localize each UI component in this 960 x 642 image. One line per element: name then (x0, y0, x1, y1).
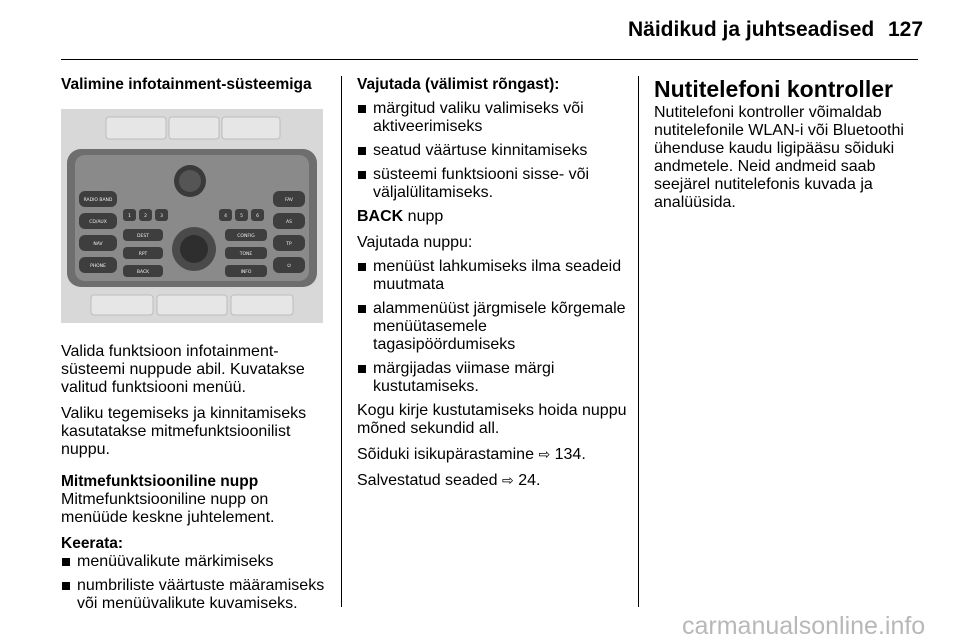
btn-back-label: BACK (136, 270, 150, 275)
reference-personalization[interactable] (357, 446, 627, 464)
preset-3: 3 (160, 214, 163, 219)
btn-tone-label: TONE (239, 252, 253, 257)
label-press-ring: Vajutada (välimist rõngast): (357, 76, 560, 93)
btn-nav-label: NAV (93, 242, 103, 247)
preset-5: 5 (240, 214, 243, 219)
arrow-right-icon: ⇨ (502, 473, 514, 489)
column-1 (61, 76, 329, 619)
press-ring-list (357, 100, 627, 202)
list-item: menüüvalikute märkimiseks (61, 553, 329, 571)
btn-fav-label: FAV (284, 198, 294, 203)
back-suffix: nupp (403, 208, 444, 225)
btn-phone-label: PHONE (90, 264, 106, 269)
preset-6: 6 (256, 214, 259, 219)
ref2-text: Salvestatud seaded (357, 472, 498, 489)
section-heading-smartphone: Nutitelefoni kontroller (654, 76, 893, 102)
ref1-text: Sõiduki isikupärastamine (357, 446, 534, 463)
subheading-multifunction-knob: Mitmefunktsiooniline nupp (61, 473, 259, 490)
list-item: märgijadas viimase märgi kustutamiseks. (357, 360, 627, 396)
watermark: carmanualsonline.info (682, 612, 926, 640)
paragraph-hold: Kogu kirje kustutamiseks hoida nuppu mõned sekundid all. (357, 402, 627, 437)
paragraph-select-function: Valida funktsioon infotainment-süsteemi nuppude abil. Kuvatakse valitud funktsiooni menüü. (61, 343, 305, 396)
btn-info-label: INFO (240, 270, 252, 275)
preset-4: 4 (224, 214, 227, 219)
btn-dest-label: DEST (137, 234, 149, 239)
column-3 (654, 76, 924, 220)
page-number: 127 (888, 18, 924, 41)
list-item: seatud väärtuse kinnitamiseks (357, 142, 627, 160)
btn-tp-label: TP (286, 242, 292, 247)
btn-as-label: AS (286, 220, 292, 225)
press-button-list (357, 258, 627, 396)
paragraph-knob-central: Mitmefunktsiooniline nupp on menüüde keskne juhtelement. (61, 491, 275, 526)
btn-radio-label: RADIO BAND (83, 198, 113, 203)
preset-2: 2 (144, 214, 147, 219)
list-item: menüüst lahkumiseks ilma seadeid muutmata (357, 258, 627, 294)
btn-cd-label: CD/AUX (89, 220, 107, 225)
back-button-heading (357, 208, 627, 226)
list-item: alammenüüst järgmisele kõrgemale menüütasemele tagasipöördumiseks (357, 300, 627, 354)
section-heading-infotainment: Valimine infotainment-süsteemiga (61, 76, 312, 93)
list-item: süsteemi funktsiooni sisse- või väljalülitamiseks. (357, 166, 627, 202)
paragraph-multifunction: Valiku tegemiseks ja kinnitamiseks kasutatakse mitmefunktsioonilist nuppu. (61, 405, 307, 458)
list-item: numbriliste väärtuste määramiseks või menüüvalikute kuvamiseks. (61, 577, 329, 613)
label-turn: Keerata: (61, 535, 124, 552)
ref1-page: 134. (554, 446, 586, 463)
arrow-right-icon: ⇨ (538, 447, 551, 463)
header-rule (61, 59, 918, 60)
column-2 (357, 76, 627, 498)
btn-config-label: CONFIG (237, 234, 255, 239)
header-title: Näidikud ja juhtseadised (628, 18, 875, 41)
ref2-page: 24. (518, 472, 541, 489)
list-item: märgitud valiku valimiseks või aktiveerimiseks (357, 100, 627, 136)
back-word: BACK (357, 208, 404, 225)
reference-saved-settings[interactable] (357, 472, 627, 490)
btn-power-label: ⏻ (287, 264, 291, 269)
paragraph-smartphone: Nutitelefoni kontroller võimaldab nutitelefonile WLAN-i või Bluetoothi ühenduse kaudu ligipääsu sõiduki andmetele. Neid andmeid saab seejärel nutitelefonis kuvada ja analüüsida. (654, 104, 904, 211)
turn-list (61, 553, 329, 613)
infotainment-panel-figure (61, 109, 323, 323)
column-divider-1 (341, 76, 342, 607)
preset-1: 1 (128, 214, 131, 219)
label-press-button: Vajutada nuppu: (357, 234, 473, 251)
btn-rpt-label: RPT (138, 252, 148, 257)
column-divider-2 (638, 76, 639, 607)
